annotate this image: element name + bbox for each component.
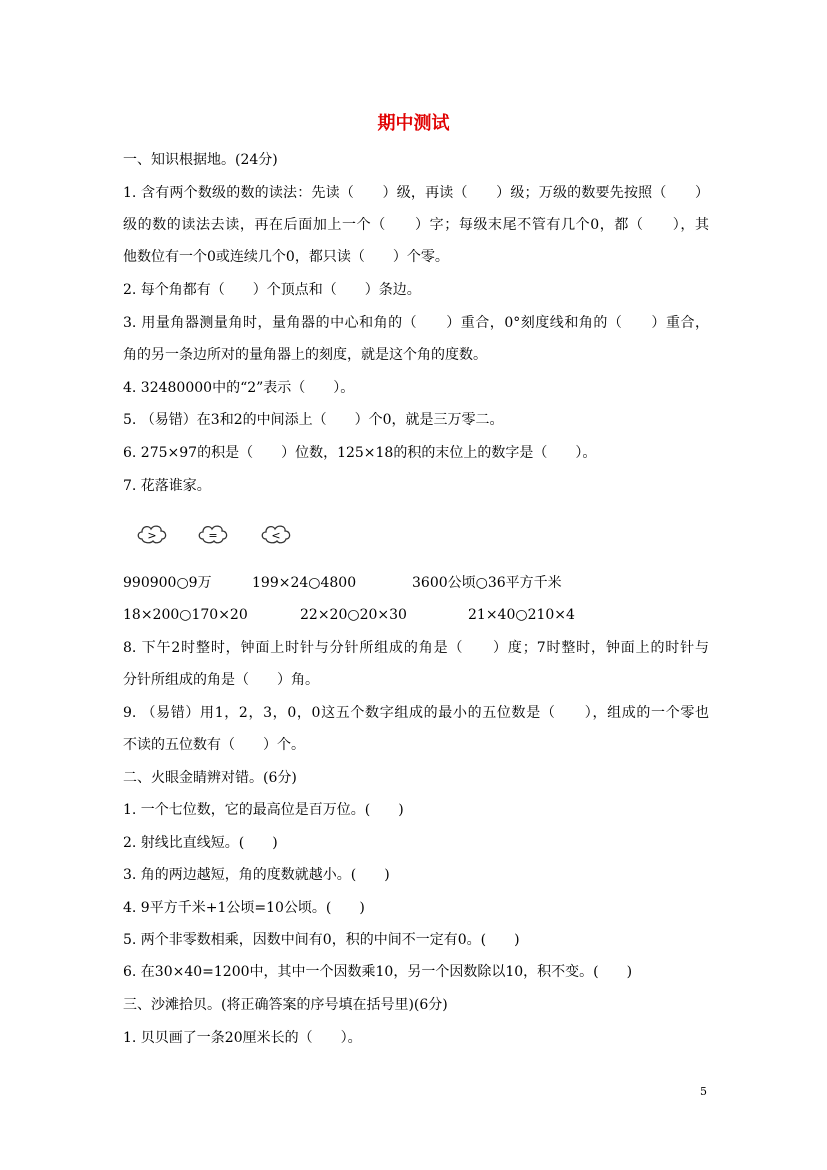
question-line: 角的另一条边所对的量角器上的刻度，就是这个角的度数。	[123, 347, 487, 363]
page-title: 期中测试	[377, 113, 450, 134]
flower-greater-than-icon	[136, 522, 168, 546]
question-line: 4. 32480000中的“2”表示（ ）。	[123, 380, 355, 396]
choice-item: 1. 贝贝画了一条20厘米长的（ ）。	[123, 1030, 362, 1046]
judge-item: 1. 一个七位数，它的最高位是百万位。( )	[123, 802, 404, 818]
judge-item: 2. 射线比直线短。( )	[123, 835, 278, 851]
judge-item: 3. 角的两边越短，角的度数就越小。( )	[123, 867, 390, 883]
question-line: 1. 含有两个数级的数的读法：先读（ ）级，再读（ ）级；万级的数要先按照（ ）	[123, 185, 709, 201]
question-line: 9. （易错）用1，2，3，0，0这五个数字组成的最小的五位数是（ ），组成的一个零也	[123, 705, 709, 721]
question-line: 3. 用量角器测量角时，量角器的中心和角的（ ）重合，0°刻度线和角的（ ）重合，	[123, 315, 709, 331]
question-line: 7. 花落谁家。	[123, 478, 211, 494]
compare-item: 18×200○170×20	[123, 607, 248, 623]
question-line: 分针所组成的角是（ ）角。	[123, 672, 319, 688]
question-line: 他数位有一个0或连续几个0，都只读（ ）个零。	[123, 249, 449, 265]
section-heading-3: 三、沙滩拾贝。(将正确答案的序号填在括号里)(6分)	[123, 997, 448, 1013]
flower-less-than-icon	[260, 522, 292, 546]
question-line: 级的数的读法去读，再在后面加上一个（ ）字；每级末尾不管有几个0，都（ ），其	[123, 217, 709, 233]
eq-symbol: =	[208, 529, 218, 542]
question-line: 2. 每个角都有（ ）个顶点和（ ）条边。	[123, 282, 421, 298]
judge-item: 5. 两个非零数相乘，因数中间有0，积的中间不一定有0。( )	[123, 932, 520, 948]
compare-item: 199×24○4800	[252, 575, 357, 591]
judge-item: 4. 9平方千米+1公顷=10公顷。( )	[123, 900, 365, 916]
question-line: 5. （易错）在3和2的中间添上（ ）个0，就是三万零二。	[123, 412, 504, 428]
compare-item: 990900○9万	[123, 575, 212, 591]
compare-item: 22×20○20×30	[300, 607, 407, 623]
flower-equal-icon	[197, 522, 229, 546]
page-number: 5	[700, 1085, 707, 1098]
question-line: 6. 275×97的积是（ ）位数，125×18的积的末位上的数字是（ ）。	[123, 445, 597, 461]
lt-symbol: <	[271, 529, 281, 542]
section-heading-2: 二、火眼金睛辨对错。(6分)	[123, 770, 297, 786]
question-line: 8. 下午2时整时，钟面上时针与分针所组成的角是（ ）度；7时整时，钟面上的时针与	[123, 640, 709, 656]
question-line: 不读的五位数有（ ）个。	[123, 737, 305, 753]
judge-item: 6. 在30×40=1200中，其中一个因数乘10，另一个因数除以10，积不变。( )	[123, 964, 633, 980]
compare-item: 21×40○210×4	[468, 607, 575, 623]
gt-symbol: >	[147, 529, 157, 542]
section-heading-1: 一、知识根据地。(24分)	[123, 152, 278, 168]
compare-item: 3600公顷○36平方千米	[412, 575, 562, 591]
